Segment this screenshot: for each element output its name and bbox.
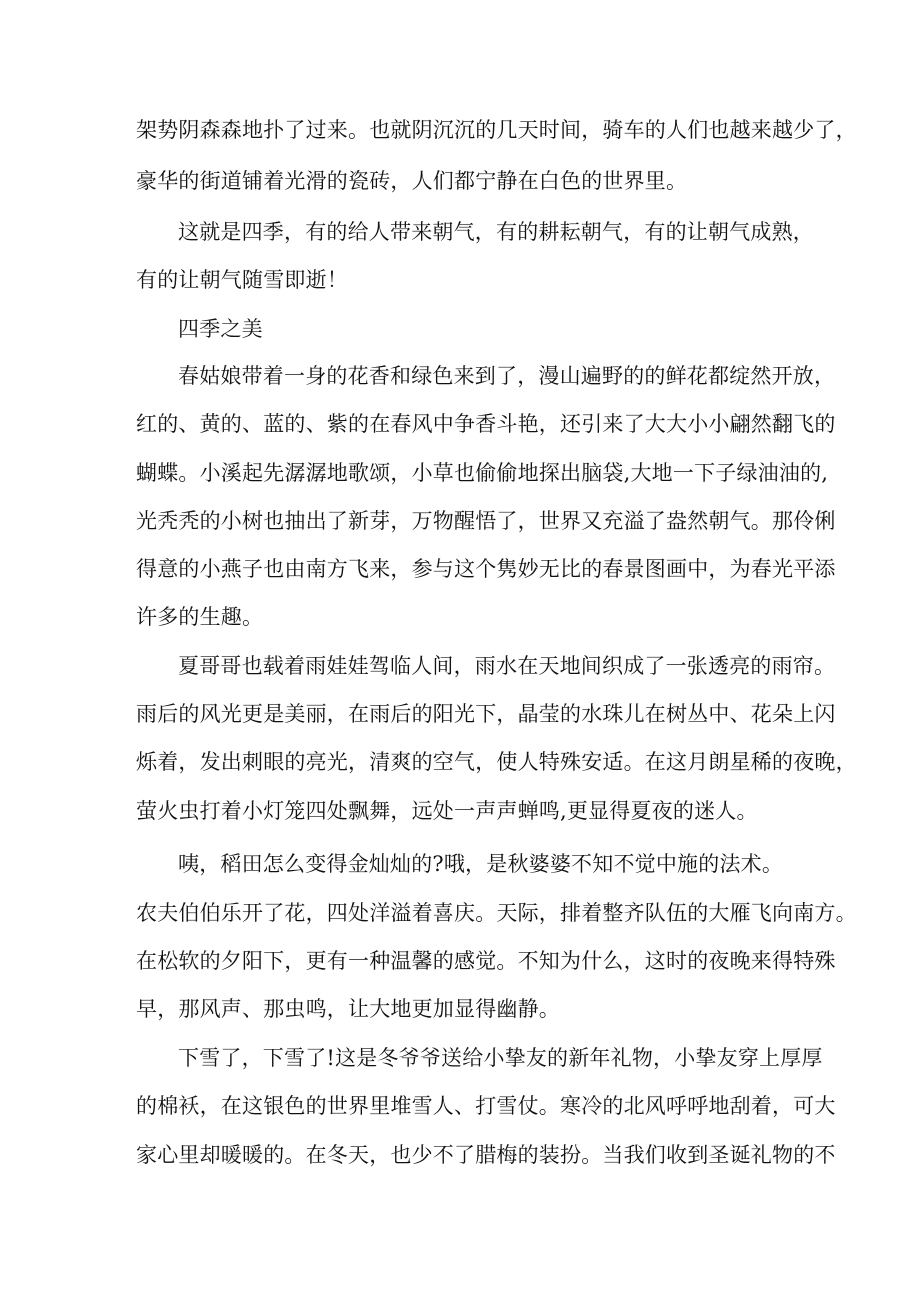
text-line-10: 得意的小燕子也由南方飞来，参与这个隽妙无比的春景图画中，为春光平添 [136, 557, 836, 581]
text-line-7: 红的、黄的、蓝的、紫的在春风中争香斗艳，还引来了大大小小翩然翻飞的 [136, 412, 836, 436]
section-heading: 四季之美 [178, 317, 263, 341]
text-line-13: 雨后的风光更是美丽，在雨后的阳光下，晶莹的水珠儿在树丛中、花朵上闪 [136, 702, 836, 726]
text-line-14: 烁着，发出刺眼的亮光，清爽的空气，使人特殊安适。在这月朗星稀的夜晚， [136, 750, 857, 774]
text-line-11: 许多的生趣。 [136, 605, 264, 629]
text-line-6: 春姑娘带着一身的花香和绿色来到了，漫山遍野的的鲜花都绽然开放， [178, 364, 836, 388]
text-line-3: 这就是四季，有的给人带来朝气，有的耕耘朝气，有的让朝气成熟， [178, 220, 814, 244]
text-line-19: 早，那风声、那虫鸣，让大地更加显得幽静。 [136, 997, 560, 1021]
text-line-20: 下雪了，下雪了!这是冬爷爷送给小挚友的新年礼物，小挚友穿上厚厚 [178, 1046, 823, 1070]
text-line-12: 夏哥哥也载着雨娃娃驾临人间，雨水在天地间织成了一张透亮的雨帘。 [178, 654, 836, 678]
text-line-17: 农夫伯伯乐开了花，四处洋溢着喜庆。天际，排着整齐队伍的大雁飞向南方。 [136, 901, 857, 925]
text-line-4: 有的让朝气随雪即逝！ [136, 268, 348, 292]
text-line-8: 蝴蝶。小溪起先潺潺地歌颂，小草也偷偷地探出脑袋,大地一下子绿油油的, [136, 461, 829, 485]
text-line-21: 的棉袄，在这银色的世界里堆雪人、打雪仗。寒冷的北风呼呼地刮着，可大 [136, 1094, 836, 1118]
text-line-2: 豪华的街道铺着光滑的瓷砖，人们都宁静在白色的世界里。 [136, 169, 688, 193]
text-line-22: 家心里却暖暖的。在冬天，也少不了腊梅的装扮。当我们收到圣诞礼物的不 [136, 1143, 836, 1167]
text-line-1: 架势阴森森地扑了过来。也就阴沉沉的几天时间，骑车的人们也越来越少了， [136, 118, 857, 142]
text-line-15: 萤火虫打着小灯笼四处飘舞，远处一声声蝉鸣,更显得夏夜的迷人。 [136, 799, 758, 823]
text-line-9: 光秃秃的小树也抽出了新芽，万物醒悟了，世界又充溢了盎然朝气。那伶俐 [136, 509, 836, 533]
text-line-18: 在松软的夕阳下，更有一种温馨的感觉。不知为什么，这时的夜晚来得特殊 [136, 949, 836, 973]
text-line-16: 咦，稻田怎么变得金灿灿的?哦，是秋婆婆不知不觉中施的法术。 [178, 852, 784, 876]
